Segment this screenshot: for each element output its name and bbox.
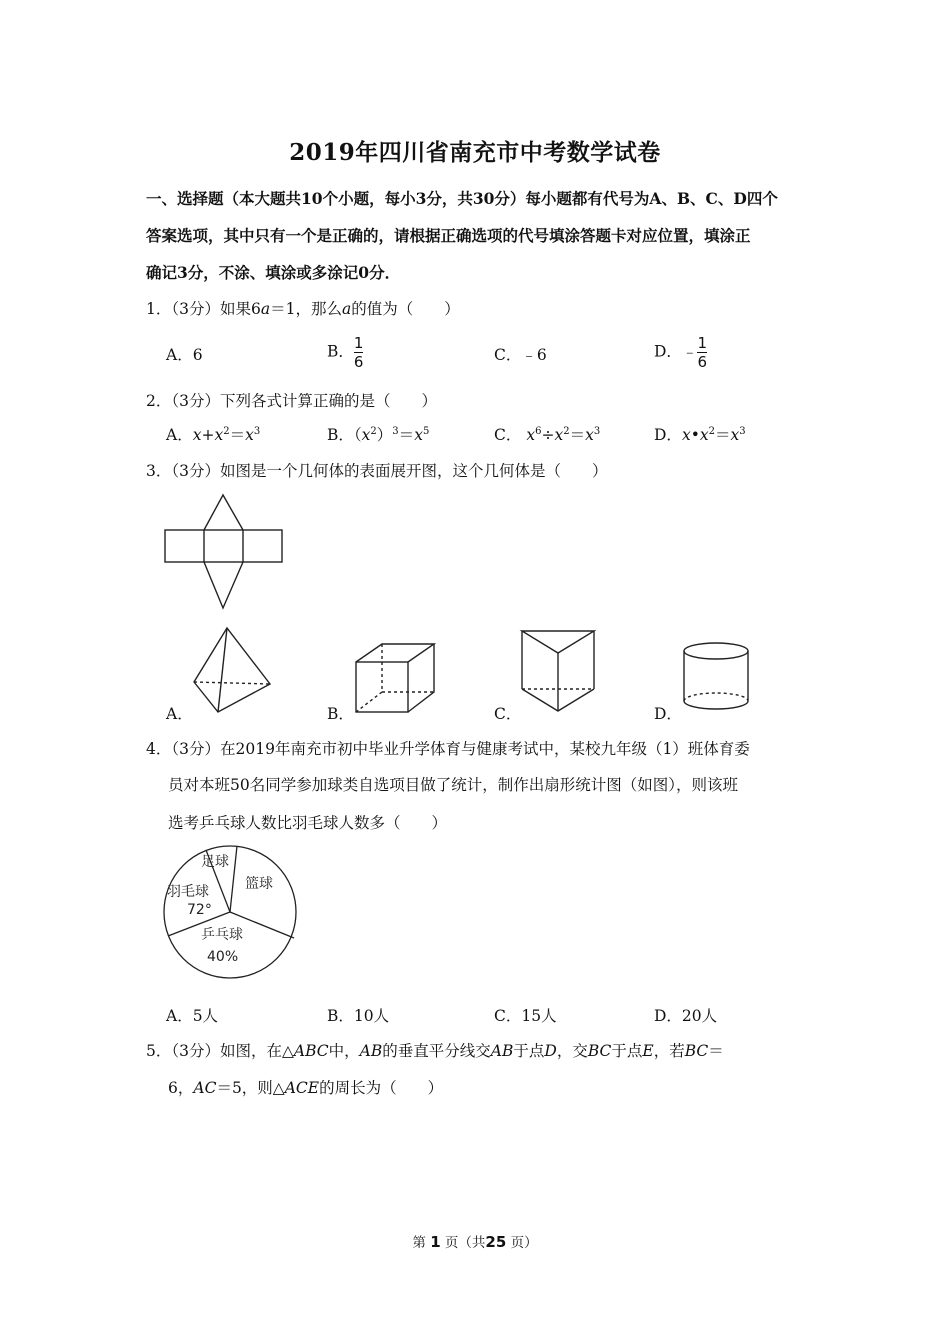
q4-option-d: D．20人 [654, 1007, 718, 1025]
cube-top-face [356, 644, 434, 662]
math-var: BC [684, 1042, 709, 1060]
pie-label-badminton: 羽毛球 [167, 884, 209, 900]
pyramid-figure [190, 624, 275, 716]
stem-text: 于点 [611, 1042, 643, 1060]
q4-option-a: A．5人 [166, 1007, 219, 1025]
math-op: （ [353, 426, 362, 444]
math-var: a [260, 300, 271, 318]
pyramid-outline [194, 628, 270, 712]
cylinder-bottom-front [684, 701, 748, 709]
cylinder-bottom-back [684, 693, 748, 701]
option-label: B． [327, 426, 354, 444]
net-bottom-triangle [204, 562, 243, 608]
footer-text: 页） [510, 1235, 538, 1251]
prism-top-face [522, 631, 594, 653]
math-var: x [699, 426, 709, 444]
denominator: 6 [697, 353, 707, 371]
math-op: ＝ [569, 426, 586, 444]
exponent: 3 [739, 426, 746, 437]
q2-option-a [166, 425, 260, 445]
page-total: 25 [485, 1233, 507, 1251]
math-var: AC [193, 1079, 217, 1097]
exponent: 2 [708, 426, 715, 437]
pie-annotation-badminton: 72° [187, 902, 212, 918]
q1-option-c [494, 345, 547, 365]
fraction [354, 335, 364, 370]
math-var: x [730, 426, 740, 444]
section-line-1: 一、选择题（本大题共10个小题，每小3分，共30分）每小题都有代号为A、B、C、D四个 [146, 189, 778, 208]
math-var: AB [490, 1042, 514, 1060]
net-rectangles [165, 530, 282, 562]
question-score: （3分） [171, 392, 220, 410]
question-1-stem [146, 299, 460, 319]
option-label: A． [166, 426, 193, 444]
cube-side-face [408, 644, 434, 712]
math-var: x [585, 426, 594, 444]
stem-text: 的垂直平分线交 [382, 1042, 491, 1060]
question-score: （3分） [171, 1042, 220, 1060]
cylinder-figure [680, 640, 752, 716]
question-number: 3． [146, 462, 172, 480]
question-4-stem-line1 [146, 739, 750, 759]
math-var: E [642, 1042, 654, 1060]
stem-text: 6， [168, 1079, 194, 1097]
q1-option-d [654, 335, 707, 370]
option-label: A． [166, 346, 193, 364]
question-number: 4． [146, 740, 172, 758]
q1-option-b [327, 335, 363, 370]
exponent: 6 [535, 426, 542, 437]
question-score: （3分） [171, 462, 220, 480]
denominator: 6 [353, 353, 364, 371]
exponent: 5 [422, 426, 430, 437]
math-var: x [526, 426, 536, 444]
option-label: D． [654, 342, 682, 361]
q2-option-b [327, 425, 429, 445]
math-var: ACE [284, 1079, 320, 1097]
cube-hidden-edge [356, 692, 382, 712]
option-label: C． [494, 426, 522, 444]
stem-text: 下列各式计算正确的是（ ） [220, 392, 438, 410]
stem-text: 于点 [513, 1042, 545, 1060]
question-number: 5． [146, 1042, 172, 1060]
math-var: D [544, 1042, 557, 1060]
question-4-stem-line3: 选考乒乓球人数比羽毛球人数多（ ） [168, 814, 448, 832]
q3-option-a-label: A． [166, 705, 193, 723]
stem-text: 的值为（ ） [351, 300, 460, 318]
exponent: 2 [223, 426, 230, 437]
stem-text: ＝5，则△ [216, 1079, 285, 1097]
cylinder-top [684, 643, 748, 659]
fraction [697, 335, 707, 370]
question-2-stem [146, 391, 437, 411]
pyramid-hidden-edge [194, 682, 270, 684]
option-value: 6 [192, 346, 203, 364]
question-3-stem [146, 461, 608, 481]
math-var: x [245, 426, 254, 444]
q3-option-d-label: D． [654, 705, 682, 723]
math-var: BC [587, 1042, 612, 1060]
pie-label-football: 足球 [201, 854, 229, 870]
pie-label-pingpong: 乒乓球 [201, 927, 243, 943]
stem-text: ＝ [708, 1042, 724, 1060]
question-4-stem-line2: 员对本班50名同学参加球类自选项目做了统计，制作出扇形统计图（如图），则该班 [168, 776, 738, 794]
section-line-3: 确记3分，不涂、填涂或多涂记0分． [146, 263, 401, 282]
numerator: 1 [353, 334, 364, 352]
math-var: x [192, 426, 202, 444]
q3-option-b-label: B． [327, 705, 354, 723]
pie-annotation-pingpong: 40% [207, 949, 239, 965]
stem-text: ，交 [556, 1042, 588, 1060]
stem-text: 在2019年南充市初中毕业升学体育与健康考试中，某校九年级（1）班体育委 [220, 740, 750, 758]
exponent: 3 [593, 426, 601, 437]
numerator: 1 [697, 334, 707, 352]
exponent: 2 [563, 426, 570, 437]
q3-option-c-label: C． [494, 705, 522, 723]
question-score: （3分） [171, 740, 220, 758]
math-op: ＝ [229, 426, 246, 444]
math-var: x [681, 426, 691, 444]
section-instructions [146, 180, 818, 291]
stem-text: ＝1，那么 [270, 300, 342, 318]
math-var: x [361, 426, 371, 444]
question-5-stem-line1 [146, 1041, 724, 1061]
stem-text: 如果6 [220, 300, 261, 318]
pie-chart [163, 842, 303, 982]
q2-option-d [654, 425, 746, 445]
question-score: （3分） [171, 300, 220, 318]
page-footer [0, 1231, 950, 1251]
exponent: 2 [370, 426, 377, 437]
q1-option-a [166, 345, 203, 365]
question-number: 1． [146, 300, 172, 318]
net-diagram [160, 490, 290, 620]
math-op: ） [376, 426, 393, 444]
question-number: 2． [146, 392, 172, 410]
stem-text: 中， [328, 1042, 360, 1060]
minus-sign: ﹣ [681, 342, 698, 361]
math-op: ＝ [398, 426, 415, 444]
footer-text: 页（共 [444, 1235, 486, 1251]
stem-text: 如图，在△ [220, 1042, 294, 1060]
math-op: ＝ [714, 426, 731, 444]
math-op: + [201, 426, 215, 444]
page-number: 1 [430, 1233, 441, 1251]
option-label: D． [654, 426, 682, 444]
stem-text: ，若 [653, 1042, 685, 1060]
exponent: 3 [253, 426, 261, 437]
footer-text: 第 [412, 1235, 426, 1251]
stem-text: 如图是一个几何体的表面展开图，这个几何体是（ ） [220, 462, 608, 480]
math-var: x [414, 426, 423, 444]
option-value: ﹣6 [521, 346, 547, 364]
math-op: • [690, 426, 700, 444]
math-op: ÷ [541, 426, 555, 444]
pie-divider-football-basketball [230, 846, 237, 912]
option-label: C． [494, 346, 522, 364]
math-var: a [342, 300, 352, 318]
math-var: ABC [293, 1042, 329, 1060]
math-var: x [554, 426, 564, 444]
q4-option-c: C．15人 [494, 1007, 557, 1025]
prism-figure [518, 627, 598, 717]
net-top-triangle [204, 495, 243, 530]
cube-figure [352, 640, 442, 716]
math-var: AB [359, 1042, 383, 1060]
section-line-2: 答案选项，其中只有一个是正确的，请根据正确选项的代号填涂答题卡对应位置，填涂正 [146, 226, 751, 245]
option-label: B． [327, 342, 354, 361]
stem-text: 的周长为（ ） [319, 1079, 444, 1097]
question-5-stem-line2 [168, 1078, 443, 1098]
q4-option-b: B．10人 [327, 1007, 390, 1025]
page-title: 2019年四川省南充市中考数学试卷 [289, 139, 661, 166]
q2-option-c [494, 425, 600, 445]
pie-label-basketball: 篮球 [245, 876, 273, 892]
exponent: 3 [392, 426, 399, 437]
math-var: x [214, 426, 224, 444]
